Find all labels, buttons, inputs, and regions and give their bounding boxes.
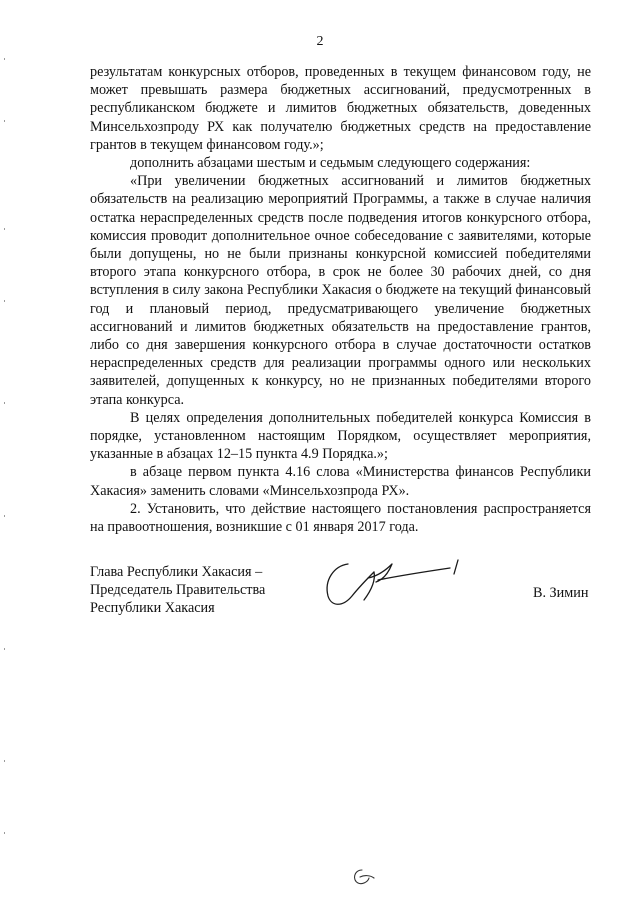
paragraph: дополнить абзацами шестым и седьмым следующего содержания: (130, 155, 531, 172)
signer-name: В. Зимин (533, 585, 589, 601)
signatory-title (90, 563, 265, 618)
handwritten-signature (318, 552, 478, 614)
paragraph: В целях определения дополнительных победителей конкурса Комиссия в порядке, установленном настоящим Порядком, осуществляет мероприятия, указанные в абзацах 12–15 пункта 4.9 Порядка.»; (90, 409, 591, 463)
handwritten-mark (348, 866, 378, 888)
page-number: 2 (316, 34, 324, 49)
signatory-title-line: Республики Хакасия (90, 600, 215, 617)
paragraph: «При увеличении бюджетных ассигнований и лимитов бюджетных обязательств на реализацию мероприятий Программы, а также в случае наличия остатка нераспределенных средств после подведения итогов конкурсного отбора, комиссия проводит дополнительное очное собеседование с заявителями, которые были допущены, но не были признаны конкурсной комиссией победителями второго этапа конкурсного отбора, в срок не более 30 рабочих дней, со дня вступления в силу закона Республики Хакасия о бюджете на текущий финансовый год и плановый период, предусматривающего увеличение бюджетных ассигнований и лимитов бюджетных обязательств на предоставление грантов, либо со дня завершения конкурсного отбора в случае достаточности остатков нераспределенных средств для реализации программы одного или нескольких заявителей, допущенных к конкурсу, но не признанных победителями второго этапа конкурса. (90, 173, 591, 408)
signatory-title-line: Глава Республики Хакасия – (90, 564, 263, 580)
paragraph: результатам конкурсных отборов, проведенных в текущем финансовом году, не может превышать размера бюджетных ассигнований, предусмотренных в республиканском бюджете и лимитов бюджетных обязательств, доведенных Минсельхозпроду РХ как получателю бюджетных средств на предоставление грантов в текущем финансовом году.»; (90, 64, 591, 153)
signatory-title-line: Председатель Правительства (90, 582, 266, 599)
paragraph: в абзаце первом пункта 4.16 слова «Министерства финансов Республики Хакасия» заменить словами «Минсельхозпрода РХ». (90, 464, 591, 499)
scan-edge-specks (3, 0, 9, 905)
document-body (90, 63, 591, 536)
paragraph: 2. Установить, что действие настоящего постановления распространяется на правоотношения, возникшие с 01 января 2017 года. (90, 500, 591, 536)
